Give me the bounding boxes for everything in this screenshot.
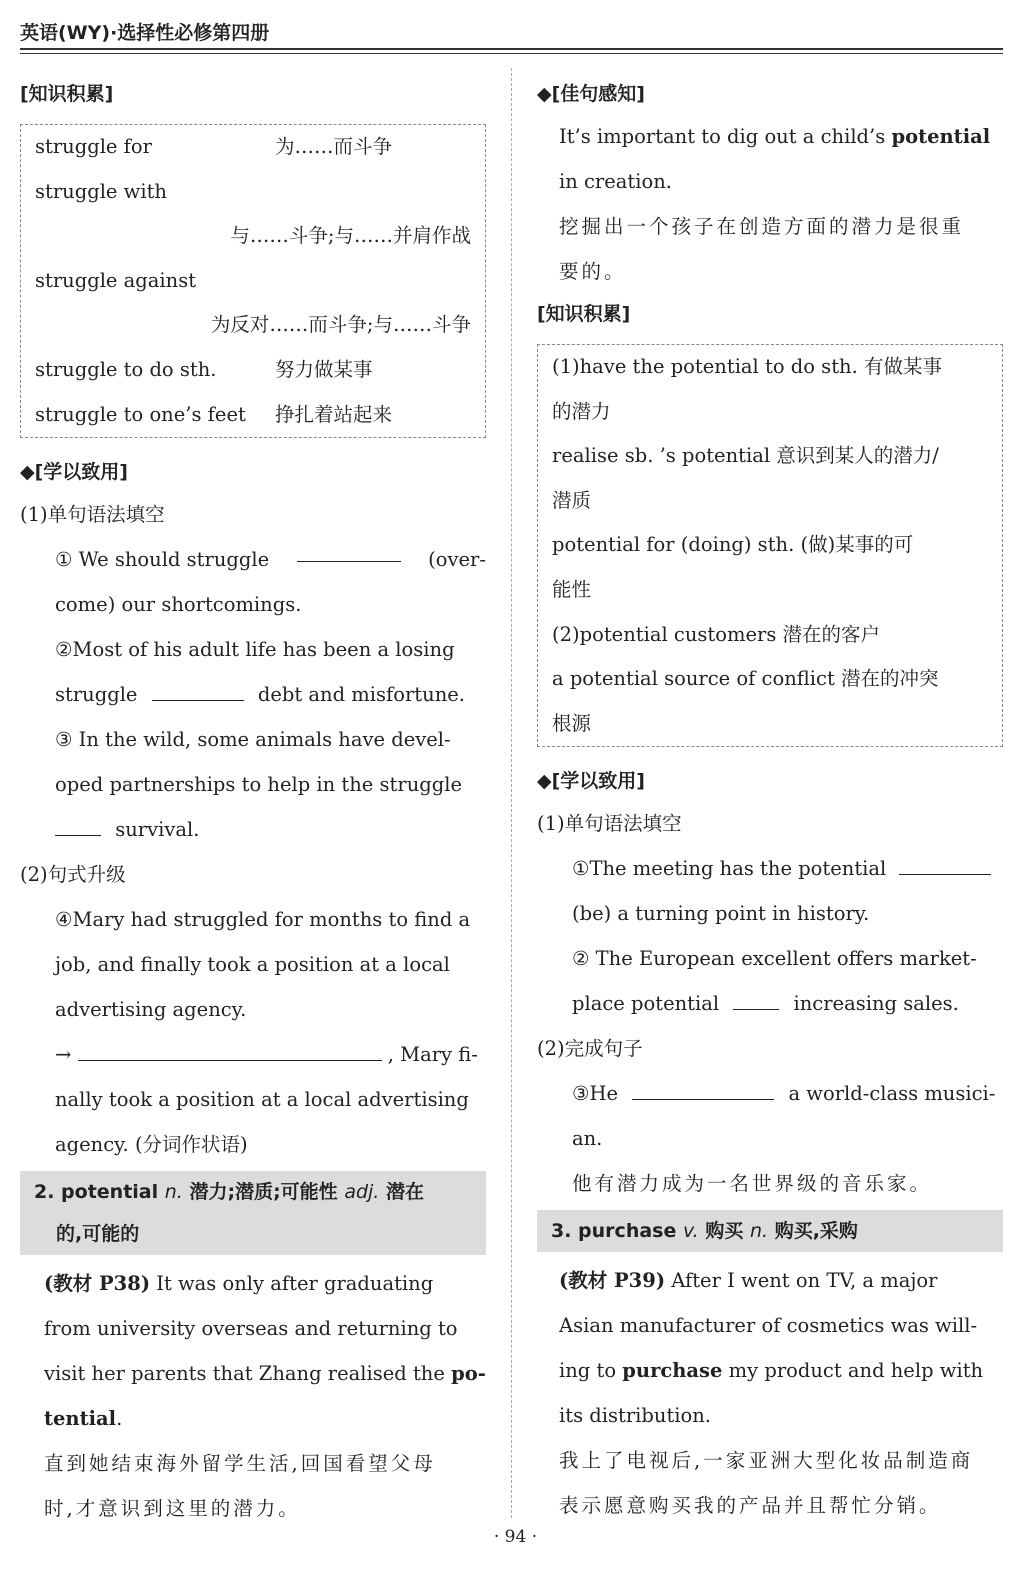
exercise-line <box>20 672 486 717</box>
entry-pos: v. <box>682 1220 699 1243</box>
phrase-row <box>35 393 471 438</box>
exercise-text: increasing sales. <box>793 992 959 1016</box>
sentence-text: It’s important to dig out a child’s <box>559 125 886 148</box>
exercise-line: (be) a turning point in history. <box>572 902 870 926</box>
entry-pos: n. <box>164 1181 183 1204</box>
header-rule <box>20 48 1003 50</box>
page-number: · 94 · <box>493 1527 538 1547</box>
exercise-title: (2)句式升级 <box>20 863 126 887</box>
exercise-title: (1)单句语法填空 <box>537 812 682 836</box>
answer-blank[interactable] <box>297 537 401 562</box>
exercise-text: place potential <box>572 992 720 1016</box>
example-text: It was only after graduating <box>156 1272 434 1296</box>
phrase-en: struggle to do sth. <box>35 357 217 381</box>
exercise-line: nally took a position at a local advertising <box>55 1088 469 1112</box>
keyword: tential <box>44 1407 117 1431</box>
example-translation: 我上了电视后,一家亚洲大型化妆品制造商 <box>559 1449 974 1473</box>
entry-pos: adj. <box>344 1181 380 1204</box>
phrase-row <box>35 259 471 304</box>
exercise-text: , Mary fi- <box>387 1043 478 1067</box>
exercise-text: debt and misfortune. <box>257 683 465 707</box>
section-title-knowledge: [知识积累] <box>537 303 631 325</box>
exercise-line: come) our shortcomings. <box>55 593 302 617</box>
keyword: potential <box>891 125 991 148</box>
left-column <box>20 74 486 1531</box>
struggle-phrase-box <box>20 124 486 438</box>
phrase-en: struggle to one’s feet <box>35 402 246 426</box>
example-line <box>537 1258 1003 1303</box>
answer-blank[interactable] <box>78 1036 382 1061</box>
exercise-title: (1)单句语法填空 <box>20 503 165 527</box>
answer-blank[interactable] <box>733 985 779 1010</box>
example-text: After I went on TV, a major <box>671 1269 938 1293</box>
exercise-line: ② The European excellent offers market- <box>572 947 977 971</box>
column-divider <box>511 68 512 1518</box>
phrase-row <box>35 170 471 215</box>
phrase-row: potential for (doing) sth. (做)某事的可 <box>552 533 914 557</box>
section-title-apply: ◆[学以致用] <box>537 770 645 793</box>
exercise-text: a world-class musici- <box>788 1082 996 1106</box>
section-title-apply: ◆[学以致用] <box>20 461 128 484</box>
section-title-sentence: ◆[佳句感知] <box>537 83 645 105</box>
entry-heading-potential <box>20 1171 486 1255</box>
entry-pos: n. <box>749 1220 769 1243</box>
exercise-line: ②Most of his adult life has been a losing <box>55 638 455 662</box>
example-line <box>20 1261 486 1306</box>
example-line: its distribution. <box>559 1404 712 1428</box>
phrase-zh: 为……而斗争 <box>275 135 393 158</box>
phrase-row: (1)have the potential to do sth. 有做某事 <box>552 355 942 378</box>
phrase-zh: 与……斗争;与……并肩作战 <box>230 224 471 248</box>
phrase-en: struggle for <box>35 135 152 158</box>
entry-heading-line: 的,可能的 <box>56 1223 140 1246</box>
exercise-line: oped partnerships to help in the struggle <box>55 773 463 797</box>
example-line: Asian manufacturer of cosmetics was will- <box>559 1314 978 1338</box>
exercise-line: an. <box>572 1127 603 1151</box>
exercise-line <box>20 807 486 852</box>
exercise-line <box>20 537 486 582</box>
exercise-text: ①The meeting has the potential <box>572 857 887 881</box>
keyword: po- <box>451 1362 486 1386</box>
exercise-title: (2)完成句子 <box>537 1037 643 1061</box>
phrase-row <box>35 348 471 393</box>
section-title-knowledge: [知识积累] <box>20 83 114 105</box>
example-translation: 直到她结束海外留学生活,回国看望父母 <box>44 1452 436 1476</box>
arrow-icon: → <box>55 1043 72 1067</box>
example-translation: 时,才意识到这里的潜力。 <box>44 1497 301 1521</box>
entry-meaning: 潜在 <box>385 1181 424 1204</box>
keyword: purchase <box>622 1359 723 1383</box>
phrase-zh: 挣扎着站起来 <box>275 402 393 426</box>
exercise-text: ③He <box>572 1082 619 1106</box>
phrase-row <box>35 303 471 348</box>
phrase-row: 能性 <box>552 577 592 601</box>
entry-word: 3. purchase <box>551 1220 677 1243</box>
entry-heading-line <box>551 1210 989 1252</box>
exercise-line: job, and finally took a position at a local <box>55 953 450 977</box>
potential-phrase-box <box>537 344 1003 747</box>
entry-meaning: 购买,采购 <box>774 1220 858 1243</box>
phrase-zh: 努力做某事 <box>275 357 373 381</box>
phrase-row: (2)potential customers 潜在的客户 <box>552 622 881 646</box>
exercise-line: advertising agency. <box>55 998 247 1022</box>
example-line <box>537 1348 1003 1393</box>
page-header: 英语(WY)·选择性必修第四册 <box>20 22 270 44</box>
example-line <box>20 1396 486 1441</box>
exercise-text: ① We should struggle <box>55 548 270 572</box>
entry-heading-line <box>34 1171 472 1213</box>
answer-blank[interactable] <box>55 811 101 836</box>
entry-meaning: 购买 <box>705 1220 744 1243</box>
phrase-en: struggle with <box>35 179 167 203</box>
answer-blank[interactable] <box>632 1075 774 1100</box>
phrase-row: 根源 <box>552 711 592 735</box>
exercise-translation: 他有潜力成为一名世界级的音乐家。 <box>572 1172 933 1196</box>
example-line <box>20 1351 486 1396</box>
entry-word: 2. potential <box>34 1181 159 1204</box>
phrase-row: 潜质 <box>552 488 592 512</box>
phrase-en: struggle against <box>35 268 197 292</box>
exercise-line <box>537 1071 1003 1116</box>
exercise-line <box>20 1032 486 1077</box>
sentence-translation: 要的。 <box>559 260 627 283</box>
phrase-row: a potential source of conflict 潜在的冲突 <box>552 667 939 691</box>
example-text: ing to <box>559 1359 617 1383</box>
exercise-line <box>537 846 1003 891</box>
phrase-zh: 为反对……而斗争;与……斗争 <box>210 313 471 337</box>
exercise-text: survival. <box>115 818 200 842</box>
sentence-translation: 挖掘出一个孩子在创造方面的潜力是很重 <box>559 215 965 238</box>
exercise-line: agency. (分词作状语) <box>55 1133 248 1157</box>
example-text: visit her parents that Zhang realised the <box>44 1362 445 1386</box>
exercise-text: struggle <box>55 683 138 707</box>
textbook-ref: (教材 P39) <box>559 1269 666 1293</box>
right-column <box>537 74 1003 1528</box>
exercise-line: ③ In the wild, some animals have devel- <box>55 728 451 752</box>
sentence-line: in creation. <box>559 170 672 193</box>
exercise-text: (over- <box>428 548 486 572</box>
phrase-row: realise sb. ’s potential 意识到某人的潜力/ <box>552 444 939 468</box>
entry-heading-purchase <box>537 1210 1003 1252</box>
example-translation: 表示愿意购买我的产品并且帮忙分销。 <box>559 1494 942 1518</box>
entry-meaning: 潜力;潜质;可能性 <box>189 1181 338 1204</box>
example-line: from university overseas and returning to <box>44 1317 458 1341</box>
example-text: . <box>116 1407 123 1431</box>
phrase-row <box>35 214 471 259</box>
answer-blank[interactable] <box>899 850 991 875</box>
phrase-row: 的潜力 <box>552 399 611 423</box>
sentence-line <box>537 114 1003 159</box>
textbook-ref: (教材 P38) <box>44 1272 151 1296</box>
exercise-line: ④Mary had struggled for months to find a <box>55 908 471 932</box>
phrase-row <box>35 125 471 170</box>
example-text: my product and help with <box>728 1359 984 1383</box>
answer-blank[interactable] <box>152 676 244 701</box>
header-rule-thin <box>20 53 1003 54</box>
exercise-line <box>537 981 1003 1026</box>
